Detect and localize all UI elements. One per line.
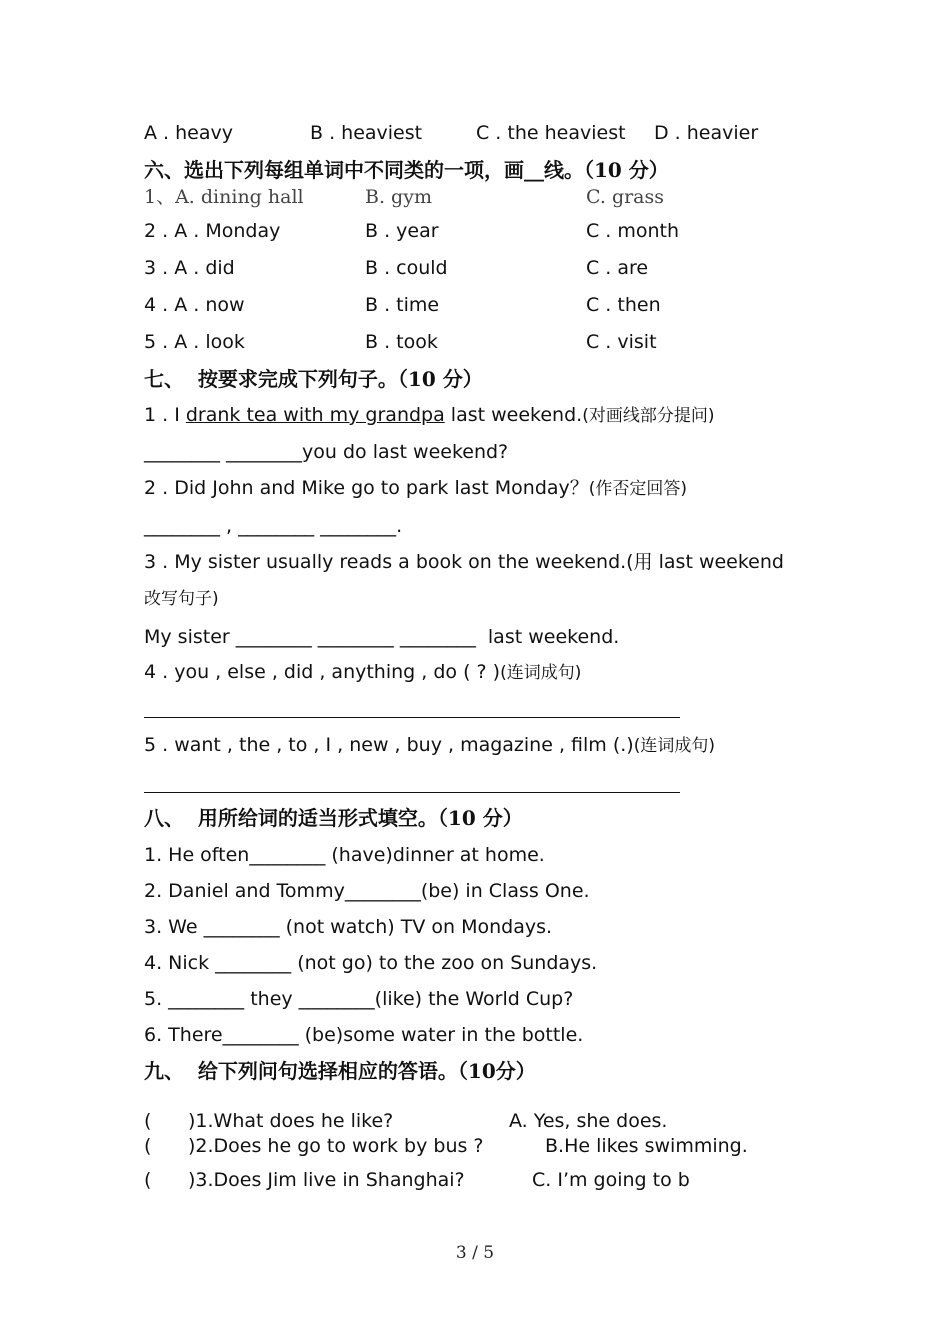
sec6-row3-c: C . are	[586, 257, 649, 279]
sec6-row2-c: C . month	[586, 220, 680, 242]
sec9-row3-answer: C. I’m going to b	[532, 1169, 690, 1191]
sec6-row2-b: B . year	[365, 220, 439, 242]
sec8-item-5: 5. ________ they ________(like) the World Cup?	[144, 988, 574, 1010]
sec6-row4-c: C . then	[586, 294, 661, 316]
sec7-q4-note: (连词成句)	[500, 663, 582, 683]
sec6-row3-a: 3 . A . did	[144, 257, 235, 279]
sec7-q1-underlined: drank tea with my grandpa	[185, 404, 445, 426]
sec6-row4-a: 4 . A . now	[144, 294, 245, 316]
sec6-row5-c: C . visit	[586, 331, 657, 353]
sec7-q3-line2: 改写句子)	[144, 589, 219, 609]
sec7-q4	[144, 660, 581, 685]
section-7-heading: 七、 按要求完成下列句子。（10 分）	[144, 367, 483, 391]
sec7-q2-note: (作否定回答)	[588, 479, 688, 499]
sec7-q1	[144, 403, 714, 428]
sec6-row5-a: 5 . A . look	[144, 331, 245, 353]
sec8-item-1: 1. He often________ (have)dinner at home.	[144, 844, 545, 866]
sec6-row1-c: C. grass	[586, 186, 665, 208]
sec9-row2-paren: (	[144, 1135, 152, 1157]
sec6-row3-b: B . could	[365, 257, 448, 279]
sec7-q4-answer-line	[144, 717, 680, 718]
option-b: B . heaviest	[310, 122, 423, 144]
sec9-row1-answer: A. Yes, she does.	[509, 1110, 668, 1132]
sec7-q2-text: 2 . Did John and Mike go to park last Monday？	[144, 477, 589, 499]
sec7-q5	[144, 733, 715, 758]
sec7-q1-post: last weekend.	[444, 404, 583, 426]
sec7-q1-note: (对画线部分提问)	[582, 406, 715, 426]
sec7-q2-answer: ________ , ________ ________.	[144, 515, 403, 537]
sec9-row1-question: )1.What does he like?	[188, 1110, 394, 1132]
sec7-q5-note: (连词成句)	[633, 736, 715, 756]
sec7-q1-pre: 1 . I	[144, 404, 186, 426]
sec7-q2	[144, 476, 687, 501]
section-9-heading: 九、 给下列问句选择相应的答语。（10分）	[144, 1059, 536, 1083]
option-d: D . heavier	[654, 122, 759, 144]
sec8-item-2: 2. Daniel and Tommy________(be) in Class One.	[144, 880, 590, 902]
sec6-row1-a: 1、A. dining hall	[144, 186, 304, 208]
sec7-q1-answer: ________ ________you do last weekend?	[144, 441, 509, 463]
sec7-q3-answer: My sister ________ ________ ________ last weekend.	[144, 626, 620, 648]
sec9-row1-paren: (	[144, 1110, 152, 1132]
sec7-q5-answer-line	[144, 792, 680, 793]
sec8-item-3: 3. We ________ (not watch) TV on Mondays.	[144, 916, 553, 938]
sec9-row2-answer: B.He likes swimming.	[545, 1135, 748, 1157]
sec9-row3-paren: (	[144, 1169, 152, 1191]
sec7-q5-text: 5 . want , the , to , I , new , buy , magazine , film (.)	[144, 734, 634, 756]
option-a: A . heavy	[144, 122, 233, 144]
sec9-row3-question: )3.Does Jim live in Shanghai?	[188, 1169, 465, 1191]
sec6-row5-b: B . took	[365, 331, 438, 353]
option-c: C . the heaviest	[476, 122, 626, 144]
sec8-item-4: 4. Nick ________ (not go) to the zoo on Sundays.	[144, 952, 598, 974]
section-6-heading: 六、选出下列每组单词中不同类的一项，画__线。（10 分）	[144, 158, 669, 182]
sec7-q3-line1: 3 . My sister usually reads a book on the weekend.(用 last weekend	[144, 551, 784, 573]
page-number: 3 / 5	[455, 1243, 495, 1263]
section-8-heading: 八、 用所给词的适当形式填空。（10 分）	[144, 806, 523, 830]
sec7-q4-text: 4 . you , else , did , anything , do ( ? )	[144, 661, 501, 683]
sec9-row2-question: )2.Does he go to work by bus ?	[188, 1135, 484, 1157]
sec6-row4-b: B . time	[365, 294, 440, 316]
sec6-row2-a: 2 . A . Monday	[144, 220, 281, 242]
sec6-row1-b: B. gym	[365, 186, 432, 208]
sec8-item-6: 6. There________ (be)some water in the bottle.	[144, 1024, 584, 1046]
